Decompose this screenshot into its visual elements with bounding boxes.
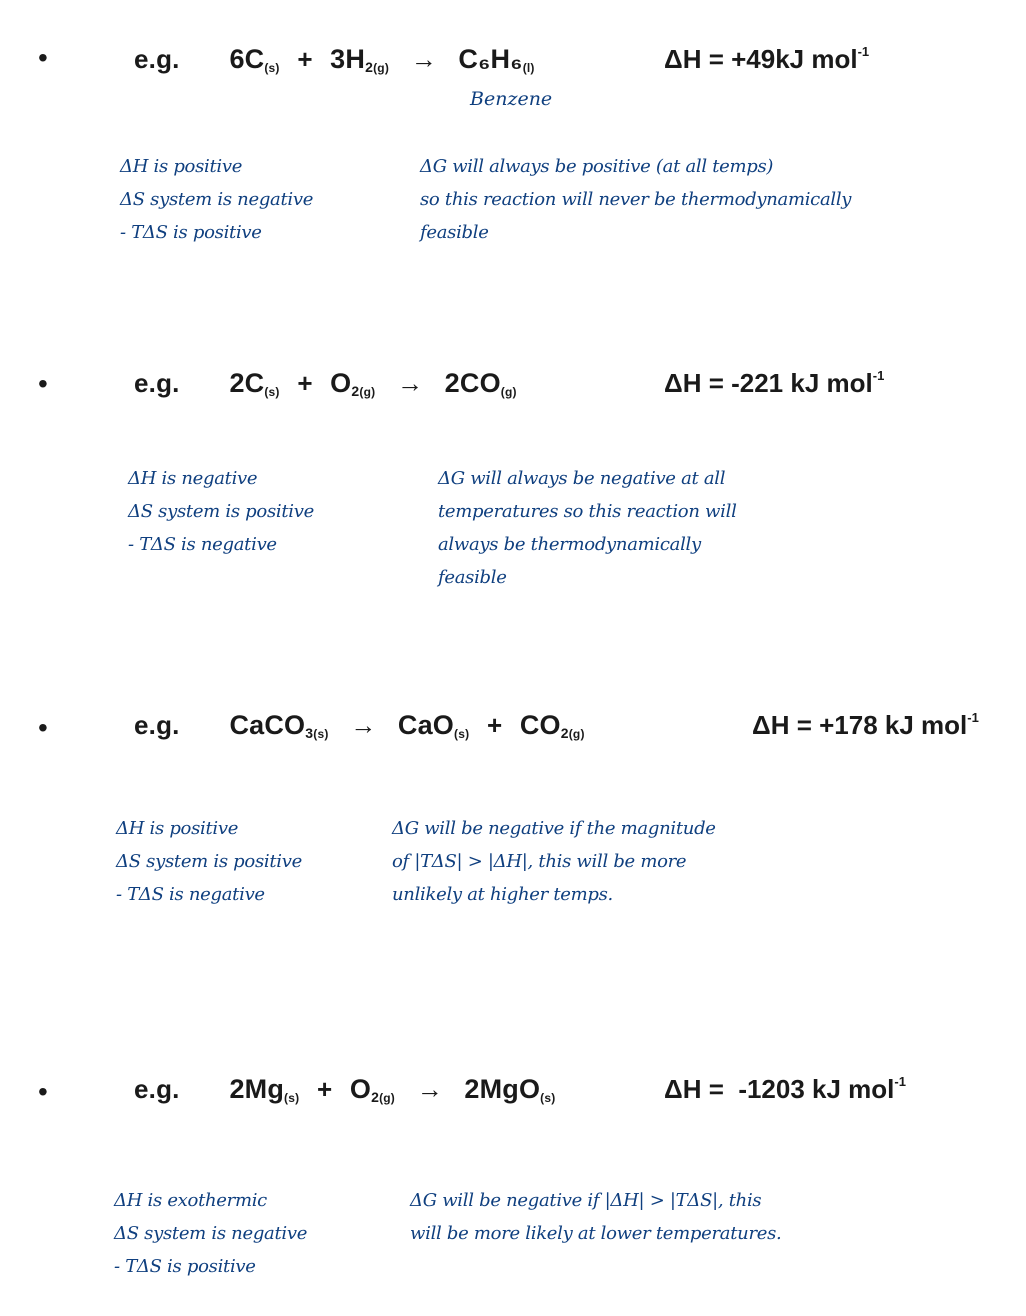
note-line: ΔH is negative	[128, 468, 258, 489]
note-line: ΔS system is positive	[128, 501, 314, 522]
eg-label: e.g.	[134, 1074, 180, 1104]
reactant-term: $6C_{(s)}$	[229, 44, 280, 75]
notes-left	[114, 1184, 307, 1283]
reaction-arrow: →	[350, 710, 377, 740]
note-line: ΔS system is negative	[114, 1223, 308, 1244]
enthalpy-change: ΔH = +178 kJ mol$^{-1}$	[752, 710, 979, 740]
note-line: - TΔS is positive	[120, 222, 262, 243]
equation-line	[134, 1074, 555, 1105]
bullet: •	[38, 42, 48, 73]
product-term: $CO_{2(g)}$	[519, 710, 585, 741]
note-line: unlikely at higher temps.	[392, 884, 613, 905]
note-line: feasible	[438, 567, 507, 588]
reactant-term: $O_{2(g)}$	[330, 368, 376, 399]
notes-right	[410, 1184, 781, 1250]
note-line: ΔG will be negative if the magnitude	[392, 818, 716, 839]
note-line: - TΔS is positive	[114, 1256, 256, 1277]
enthalpy-change: ΔH = -1203 kJ mol$^{-1}$	[664, 1074, 906, 1104]
note-line: of |TΔS| > |ΔH|, this will be more	[392, 851, 687, 872]
equation-line	[134, 368, 517, 399]
notes-right	[420, 150, 851, 249]
note-line: ΔH is positive	[120, 156, 243, 177]
notes-left	[128, 462, 314, 561]
note-line: always be thermodynamically	[438, 534, 701, 555]
bullet: •	[38, 1076, 48, 1107]
reactant-term: $2C_{(s)}$	[229, 368, 280, 399]
bullet: •	[38, 368, 48, 399]
notes-right	[438, 462, 737, 594]
notes-right	[392, 812, 716, 911]
eg-label: e.g.	[134, 710, 180, 740]
note-line: - TΔS is negative	[128, 534, 277, 555]
notes-left	[120, 150, 313, 249]
note-line: ΔG will always be positive (at all temps)	[420, 156, 774, 177]
plus-sign: +	[297, 44, 313, 74]
reactant-term: $O_{2(g)}$	[349, 1074, 395, 1105]
eg-label: e.g.	[134, 44, 180, 74]
note-line: feasible	[420, 222, 489, 243]
notes-left	[116, 812, 302, 911]
reaction-arrow: →	[410, 44, 437, 74]
reaction-arrow: →	[416, 1074, 443, 1104]
plus-sign: +	[487, 710, 503, 740]
note-line: - TΔS is negative	[116, 884, 265, 905]
eg-label: e.g.	[134, 368, 180, 398]
note-line: temperatures so this reaction will	[438, 501, 737, 522]
product-term: $2CO_{(g)}$	[444, 368, 517, 399]
equation-line	[134, 44, 535, 75]
note-line: will be more likely at lower temperatures.	[410, 1223, 782, 1244]
enthalpy-change: ΔH = +49kJ mol$^{-1}$	[664, 44, 870, 74]
note-line: ΔH is positive	[116, 818, 239, 839]
note-line: ΔH is exothermic	[114, 1190, 267, 1211]
product-term: $C_6H_6_{(l)}$	[458, 44, 535, 75]
enthalpy-change: ΔH = -221 kJ mol$^{-1}$	[664, 368, 885, 398]
bullet: •	[38, 712, 48, 743]
note-line: ΔG will be negative if |ΔH| > |TΔS|, this	[410, 1190, 762, 1211]
plus-sign: +	[297, 368, 313, 398]
note-line: so this reaction will never be thermodynamically	[420, 189, 852, 210]
reaction-arrow: →	[397, 368, 424, 398]
product-term: 2MgO$_{(s)}$	[464, 1074, 556, 1105]
plus-sign: +	[317, 1074, 333, 1104]
product-term: CaO$_{(s)}$	[397, 710, 470, 741]
note-line: ΔS system is positive	[116, 851, 302, 872]
reactant-term: $3H_{2(g)}$	[330, 44, 390, 75]
reactant-term: CaCO$_{3(s)}$	[229, 710, 329, 741]
reactant-term: $2Mg_{(s)}$	[229, 1074, 300, 1105]
note-line: ΔG will always be negative at all	[438, 468, 726, 489]
note-line: ΔS system is negative	[120, 189, 314, 210]
equation-line	[134, 710, 585, 741]
product-name-annotation: Benzene	[470, 88, 553, 110]
